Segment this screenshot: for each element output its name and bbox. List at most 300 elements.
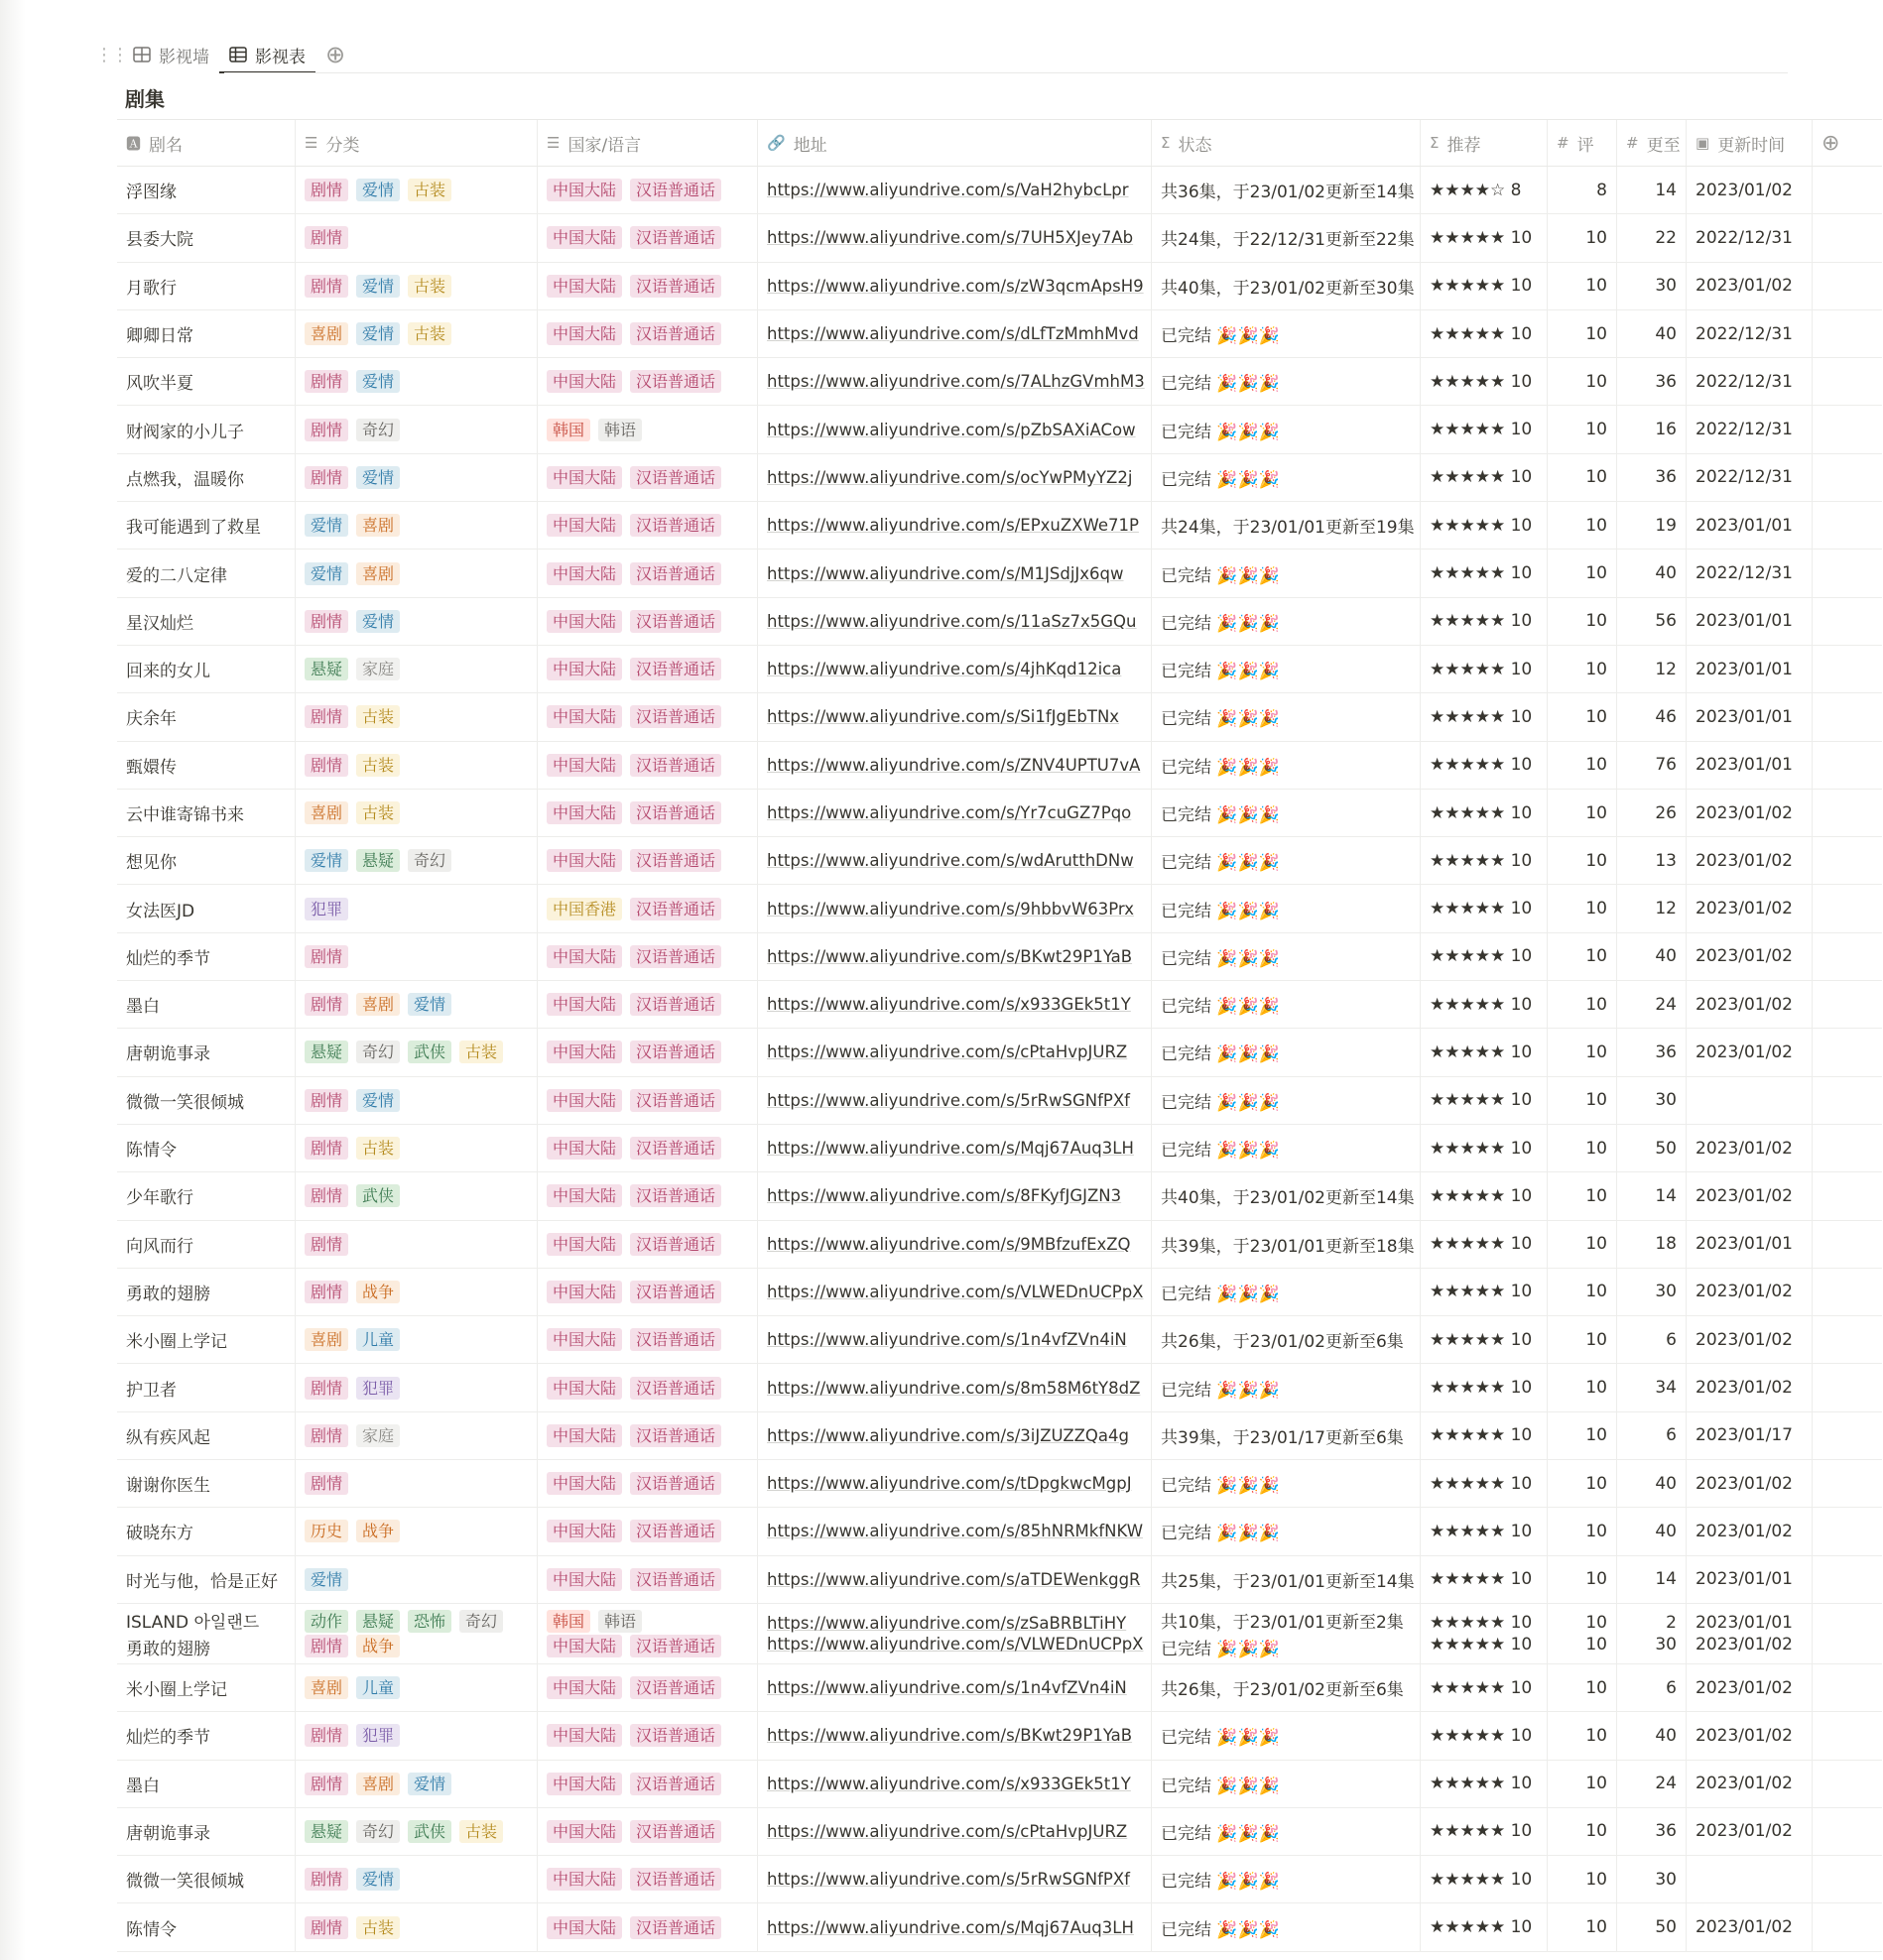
table-row[interactable] [117,693,1882,741]
cell-category[interactable] [296,167,538,213]
cell-country-language[interactable] [538,1460,758,1507]
cell-status[interactable] [1152,502,1421,549]
cell-update-time[interactable] [1687,693,1813,740]
cell-category[interactable] [296,1903,538,1950]
cell-update-time[interactable] [1687,1412,1813,1459]
cell-name[interactable] [117,742,296,789]
cell-recommend[interactable] [1421,981,1548,1028]
table-row[interactable] [117,1269,1882,1316]
cell-category[interactable] [296,885,538,931]
cell-category[interactable] [296,1712,538,1759]
cell-category[interactable] [296,693,538,740]
cell-url[interactable] [758,1808,1152,1855]
cell-update-time[interactable] [1687,1903,1813,1950]
cell-country-language[interactable] [538,406,758,452]
url-link[interactable]: https://www.aliyundrive.com/s/VLWEDnUCPpX [767,1634,1144,1654]
cell-status[interactable] [1152,406,1421,452]
column-header-status[interactable]: Σ 状态 [1152,120,1421,166]
url-link[interactable]: https://www.aliyundrive.com/s/VLWEDnUCPpX [767,1282,1144,1301]
cell-country-language[interactable] [538,1316,758,1363]
cell-country-language[interactable] [538,1508,758,1554]
cell-status[interactable] [1152,358,1421,405]
cell-status[interactable] [1152,1664,1421,1711]
cell-country-language[interactable] [538,1556,758,1603]
url-link[interactable]: https://www.aliyundrive.com/s/Mqj67Auq3LH [767,1917,1134,1937]
cell-country-language[interactable] [538,1364,758,1410]
cell-status[interactable] [1152,790,1421,836]
cell-country-language[interactable] [538,358,758,405]
cell-updated-to[interactable] [1617,981,1687,1028]
cell-updated-to[interactable] [1617,1712,1687,1759]
cell-recommend[interactable] [1421,550,1548,596]
table-row[interactable] [117,1316,1882,1364]
cell-update-time[interactable] [1687,1077,1813,1124]
cell-name[interactable] [117,933,296,980]
cell-status[interactable] [1152,598,1421,645]
cell-category[interactable] [296,1808,538,1855]
cell-status[interactable] [1152,167,1421,213]
cell-recommend[interactable] [1421,693,1548,740]
cell-update-time[interactable] [1687,406,1813,452]
table-row[interactable] [117,598,1882,646]
cell-name[interactable] [117,1712,296,1759]
cell-recommend[interactable] [1421,933,1548,980]
cell-recommend[interactable] [1421,310,1548,357]
cell-score[interactable] [1548,1221,1617,1268]
cell-status[interactable] [1152,933,1421,980]
cell-score[interactable] [1548,263,1617,309]
cell-status[interactable] [1152,1903,1421,1950]
cell-status[interactable] [1152,550,1421,596]
cell-category[interactable] [296,1856,538,1902]
cell-recommend[interactable] [1421,167,1548,213]
cell-status[interactable] [1152,646,1421,692]
table-row[interactable] [117,454,1882,502]
cell-url[interactable] [758,406,1152,452]
table-row[interactable] [117,167,1882,214]
cell-url[interactable] [758,1856,1152,1902]
cell-category[interactable] [296,790,538,836]
cell-name[interactable] [117,790,296,836]
cell-status[interactable] [1152,742,1421,789]
cell-name[interactable] [117,1604,296,1663]
cell-url[interactable] [758,454,1152,501]
cell-url[interactable] [758,1761,1152,1807]
cell-url[interactable] [758,646,1152,692]
cell-score[interactable] [1548,790,1617,836]
cell-country-language[interactable] [538,167,758,213]
cell-country-language[interactable] [538,1221,758,1268]
cell-country-language[interactable] [538,933,758,980]
cell-recommend[interactable] [1421,1808,1548,1855]
cell-name[interactable] [117,598,296,645]
cell-score[interactable] [1548,1364,1617,1410]
cell-url[interactable] [758,1364,1152,1410]
cell-updated-to[interactable] [1617,263,1687,309]
cell-status[interactable] [1152,1172,1421,1219]
cell-name[interactable] [117,837,296,884]
cell-update-time[interactable] [1687,598,1813,645]
column-header-category[interactable]: ☰ 分类 [296,120,538,166]
cell-status[interactable] [1152,1604,1421,1663]
cell-category[interactable] [296,981,538,1028]
cell-update-time[interactable] [1687,1604,1813,1663]
cell-url[interactable] [758,1712,1152,1759]
cell-score[interactable] [1548,1172,1617,1219]
cell-updated-to[interactable] [1617,358,1687,405]
cell-name[interactable] [117,1761,296,1807]
cell-name[interactable] [117,1556,296,1603]
cell-status[interactable] [1152,214,1421,261]
cell-country-language[interactable] [538,598,758,645]
cell-url[interactable] [758,358,1152,405]
cell-status[interactable] [1152,1556,1421,1603]
cell-update-time[interactable] [1687,1269,1813,1315]
table-row[interactable] [117,1077,1882,1125]
cell-update-time[interactable] [1687,1761,1813,1807]
add-column-button[interactable] [1813,120,1882,166]
cell-category[interactable] [296,1221,538,1268]
url-link[interactable]: https://www.aliyundrive.com/s/VaH2hybcLpr [767,181,1129,200]
cell-name[interactable] [117,1508,296,1554]
cell-score[interactable] [1548,933,1617,980]
cell-country-language[interactable] [538,693,758,740]
cell-score[interactable] [1548,742,1617,789]
cell-score[interactable] [1548,310,1617,357]
cell-update-time[interactable] [1687,214,1813,261]
table-row[interactable] [117,1412,1882,1460]
cell-score[interactable] [1548,598,1617,645]
cell-category[interactable] [296,214,538,261]
cell-country-language[interactable] [538,263,758,309]
url-link[interactable]: https://www.aliyundrive.com/s/11aSz7x5GQu [767,611,1137,631]
url-link[interactable]: https://www.aliyundrive.com/s/zSaBRBLTiHY [767,1613,1127,1633]
cell-url[interactable] [758,1077,1152,1124]
cell-category[interactable] [296,1172,538,1219]
cell-update-time[interactable] [1687,1316,1813,1363]
cell-updated-to[interactable] [1617,310,1687,357]
cell-status[interactable] [1152,1460,1421,1507]
cell-score[interactable] [1548,885,1617,931]
cell-country-language[interactable] [538,790,758,836]
url-link[interactable]: https://www.aliyundrive.com/s/aTDEWenkggR [767,1569,1141,1589]
cell-name[interactable] [117,263,296,309]
cell-country-language[interactable] [538,742,758,789]
cell-updated-to[interactable] [1617,1316,1687,1363]
cell-recommend[interactable] [1421,1269,1548,1315]
url-link[interactable]: https://www.aliyundrive.com/s/4jhKqd12ica [767,660,1122,679]
url-link[interactable]: https://www.aliyundrive.com/s/8m58M6tY8dZ [767,1378,1141,1398]
cell-update-time[interactable] [1687,646,1813,692]
cell-recommend[interactable] [1421,1221,1548,1268]
cell-category[interactable] [296,646,538,692]
url-link[interactable]: https://www.aliyundrive.com/s/1n4vfZVn4iN [767,1330,1127,1350]
cell-country-language[interactable] [538,1125,758,1171]
cell-recommend[interactable] [1421,214,1548,261]
cell-updated-to[interactable] [1617,1269,1687,1315]
cell-name[interactable] [117,550,296,596]
table-row[interactable] [117,742,1882,790]
cell-update-time[interactable] [1687,1556,1813,1603]
table-row[interactable] [117,981,1882,1029]
table-row[interactable] [117,358,1882,406]
column-header-recommend[interactable]: Σ 推荐 [1421,120,1548,166]
cell-url[interactable] [758,214,1152,261]
cell-name[interactable] [117,981,296,1028]
cell-url[interactable] [758,1172,1152,1219]
cell-url[interactable] [758,1556,1152,1603]
cell-url[interactable] [758,1269,1152,1315]
cell-category[interactable] [296,1556,538,1603]
url-link[interactable]: https://www.aliyundrive.com/s/tDpgkwcMgpJ [767,1474,1132,1494]
cell-update-time[interactable] [1687,502,1813,549]
cell-update-time[interactable] [1687,1460,1813,1507]
cell-category[interactable] [296,1761,538,1807]
cell-update-time[interactable] [1687,1808,1813,1855]
cell-country-language[interactable] [538,1712,758,1759]
cell-category[interactable] [296,1316,538,1363]
cell-category[interactable] [296,1125,538,1171]
cell-updated-to[interactable] [1617,1604,1687,1663]
url-link[interactable]: https://www.aliyundrive.com/s/8FKyfJGJZN3 [767,1186,1122,1206]
cell-status[interactable] [1152,693,1421,740]
url-link[interactable]: https://www.aliyundrive.com/s/pZbSAXiACow [767,420,1136,439]
cell-recommend[interactable] [1421,1460,1548,1507]
cell-url[interactable] [758,1029,1152,1075]
cell-updated-to[interactable] [1617,646,1687,692]
cell-status[interactable] [1152,1761,1421,1807]
cell-url[interactable] [758,502,1152,549]
cell-updated-to[interactable] [1617,1508,1687,1554]
cell-updated-to[interactable] [1617,454,1687,501]
cell-country-language[interactable] [538,454,758,501]
cell-url[interactable] [758,885,1152,931]
cell-recommend[interactable] [1421,1604,1548,1663]
cell-recommend[interactable] [1421,1364,1548,1410]
cell-country-language[interactable] [538,1604,758,1663]
url-link[interactable]: https://www.aliyundrive.com/s/1n4vfZVn4iN [767,1678,1127,1698]
cell-score[interactable] [1548,1903,1617,1950]
table-row[interactable] [117,1221,1882,1269]
cell-recommend[interactable] [1421,502,1548,549]
cell-status[interactable] [1152,1508,1421,1554]
cell-category[interactable] [296,1604,538,1663]
cell-updated-to[interactable] [1617,598,1687,645]
cell-recommend[interactable] [1421,1664,1548,1711]
cell-updated-to[interactable] [1617,693,1687,740]
cell-url[interactable] [758,1460,1152,1507]
cell-update-time[interactable] [1687,167,1813,213]
cell-url[interactable] [758,742,1152,789]
cell-updated-to[interactable] [1617,1556,1687,1603]
cell-score[interactable] [1548,1125,1617,1171]
cell-recommend[interactable] [1421,1856,1548,1902]
add-view-icon[interactable]: ⊕ [325,41,346,68]
cell-category[interactable] [296,1412,538,1459]
cell-update-time[interactable] [1687,1172,1813,1219]
url-link[interactable]: https://www.aliyundrive.com/s/9hbbvW63Prx [767,899,1135,919]
table-row[interactable] [117,1556,1882,1604]
cell-recommend[interactable] [1421,1903,1548,1950]
cell-updated-to[interactable] [1617,1761,1687,1807]
cell-score[interactable] [1548,1761,1617,1807]
cell-category[interactable] [296,358,538,405]
cell-update-time[interactable] [1687,550,1813,596]
cell-update-time[interactable] [1687,981,1813,1028]
cell-url[interactable] [758,1412,1152,1459]
cell-name[interactable] [117,1029,296,1075]
cell-url[interactable] [758,310,1152,357]
cell-url[interactable] [758,1508,1152,1554]
cell-url[interactable] [758,1903,1152,1950]
cell-updated-to[interactable] [1617,1172,1687,1219]
cell-name[interactable] [117,885,296,931]
table-row[interactable] [117,1604,1882,1664]
cell-url[interactable] [758,1125,1152,1171]
cell-country-language[interactable] [538,1077,758,1124]
cell-updated-to[interactable] [1617,1029,1687,1075]
column-header-url[interactable]: 🔗 地址 [758,120,1152,166]
url-link[interactable]: https://www.aliyundrive.com/s/cPtaHvpJURZ [767,1042,1128,1062]
cell-name[interactable] [117,167,296,213]
cell-updated-to[interactable] [1617,1221,1687,1268]
cell-recommend[interactable] [1421,454,1548,501]
cell-status[interactable] [1152,1856,1421,1902]
cell-update-time[interactable] [1687,1508,1813,1554]
cell-score[interactable] [1548,406,1617,452]
cell-status[interactable] [1152,1412,1421,1459]
cell-name[interactable] [117,1664,296,1711]
url-link[interactable]: https://www.aliyundrive.com/s/7ALhzGVmhM3 [767,372,1145,392]
cell-updated-to[interactable] [1617,742,1687,789]
cell-recommend[interactable] [1421,1172,1548,1219]
cell-name[interactable] [117,1903,296,1950]
cell-updated-to[interactable] [1617,406,1687,452]
cell-updated-to[interactable] [1617,885,1687,931]
cell-update-time[interactable] [1687,1125,1813,1171]
cell-name[interactable] [117,1221,296,1268]
cell-recommend[interactable] [1421,1508,1548,1554]
cell-country-language[interactable] [538,214,758,261]
column-header-country-language[interactable]: ☰ 国家/语言 [538,120,758,166]
table-row[interactable] [117,310,1882,358]
cell-recommend[interactable] [1421,598,1548,645]
cell-score[interactable] [1548,1556,1617,1603]
cell-update-time[interactable] [1687,742,1813,789]
url-link[interactable]: https://www.aliyundrive.com/s/5rRwSGNfPXf [767,1870,1130,1890]
column-header-update-time[interactable]: ▣ 更新时间 [1687,120,1813,166]
cell-country-language[interactable] [538,1029,758,1075]
url-link[interactable]: https://www.aliyundrive.com/s/ZNV4UPTU7vA [767,755,1141,775]
cell-name[interactable] [117,358,296,405]
cell-status[interactable] [1152,1125,1421,1171]
cell-name[interactable] [117,1172,296,1219]
table-row[interactable] [117,1460,1882,1508]
cell-country-language[interactable] [538,981,758,1028]
url-link[interactable]: https://www.aliyundrive.com/s/Yr7cuGZ7Pqo [767,803,1132,822]
cell-name[interactable] [117,1125,296,1171]
cell-name[interactable] [117,646,296,692]
cell-name[interactable] [117,310,296,357]
url-link[interactable]: https://www.aliyundrive.com/s/5rRwSGNfPXf [767,1090,1130,1110]
url-link[interactable]: https://www.aliyundrive.com/s/x933GEk5t1Y [767,995,1131,1015]
cell-status[interactable] [1152,1712,1421,1759]
cell-score[interactable] [1548,1412,1617,1459]
cell-update-time[interactable] [1687,1221,1813,1268]
cell-status[interactable] [1152,1316,1421,1363]
cell-name[interactable] [117,1460,296,1507]
cell-recommend[interactable] [1421,1412,1548,1459]
cell-recommend[interactable] [1421,1761,1548,1807]
cell-updated-to[interactable] [1617,1125,1687,1171]
cell-update-time[interactable] [1687,1664,1813,1711]
cell-status[interactable] [1152,837,1421,884]
cell-url[interactable] [758,1664,1152,1711]
cell-score[interactable] [1548,1604,1617,1663]
cell-name[interactable] [117,406,296,452]
cell-status[interactable] [1152,1364,1421,1410]
cell-category[interactable] [296,550,538,596]
cell-score[interactable] [1548,502,1617,549]
cell-updated-to[interactable] [1617,790,1687,836]
cell-recommend[interactable] [1421,790,1548,836]
cell-category[interactable] [296,1269,538,1315]
url-link[interactable]: https://www.aliyundrive.com/s/M1JSdjJx6qw [767,563,1124,583]
column-header-name[interactable]: 🅰 剧名 [117,120,296,166]
table-row[interactable] [117,263,1882,310]
cell-score[interactable] [1548,1269,1617,1315]
cell-score[interactable] [1548,1856,1617,1902]
cell-update-time[interactable] [1687,933,1813,980]
cell-update-time[interactable] [1687,1364,1813,1410]
cell-status[interactable] [1152,1808,1421,1855]
url-link[interactable]: https://www.aliyundrive.com/s/9MBfzufExZQ [767,1234,1131,1254]
cell-country-language[interactable] [538,1172,758,1219]
cell-name[interactable] [117,502,296,549]
cell-score[interactable] [1548,1664,1617,1711]
cell-updated-to[interactable] [1617,1077,1687,1124]
cell-update-time[interactable] [1687,885,1813,931]
cell-score[interactable] [1548,1508,1617,1554]
cell-score[interactable] [1548,1316,1617,1363]
cell-status[interactable] [1152,1029,1421,1075]
cell-recommend[interactable] [1421,1556,1548,1603]
cell-country-language[interactable] [538,1856,758,1902]
cell-recommend[interactable] [1421,646,1548,692]
table-row[interactable] [117,406,1882,453]
cell-country-language[interactable] [538,1664,758,1711]
cell-country-language[interactable] [538,1269,758,1315]
cell-category[interactable] [296,933,538,980]
table-row[interactable] [117,1761,1882,1808]
cell-country-language[interactable] [538,837,758,884]
table-row[interactable] [117,1172,1882,1220]
cell-recommend[interactable] [1421,358,1548,405]
cell-category[interactable] [296,1077,538,1124]
cell-category[interactable] [296,1460,538,1507]
cell-score[interactable] [1548,1808,1617,1855]
cell-country-language[interactable] [538,1808,758,1855]
table-row[interactable] [117,885,1882,932]
cell-url[interactable] [758,933,1152,980]
cell-country-language[interactable] [538,310,758,357]
cell-updated-to[interactable] [1617,1364,1687,1410]
cell-name[interactable] [117,1856,296,1902]
cell-updated-to[interactable] [1617,167,1687,213]
table-row[interactable] [117,1029,1882,1076]
url-link[interactable]: https://www.aliyundrive.com/s/EPxuZXWe71P [767,516,1139,536]
cell-url[interactable] [758,837,1152,884]
